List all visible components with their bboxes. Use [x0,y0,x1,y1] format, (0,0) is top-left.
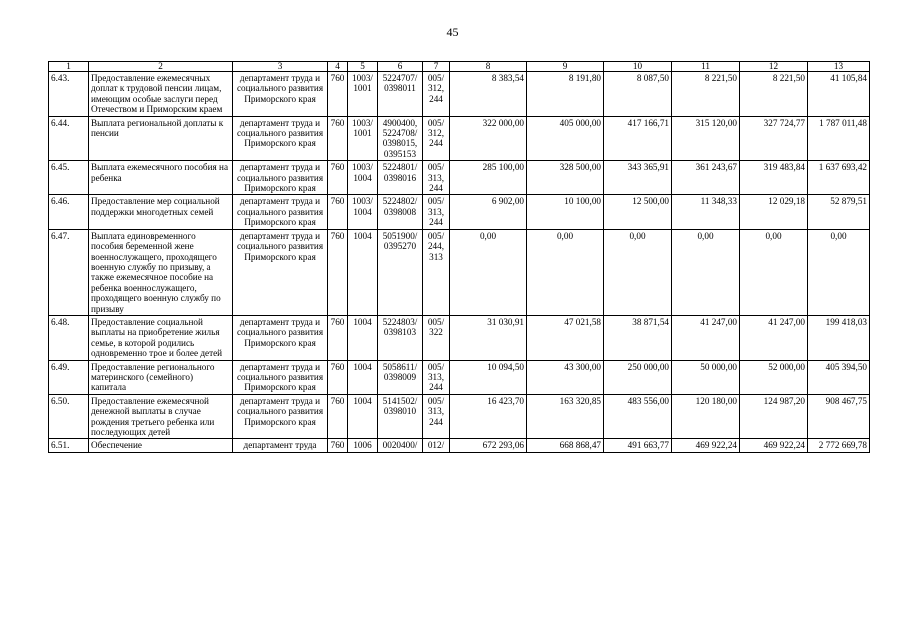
amount-cell: 41 247,00 [740,315,808,360]
budget-table [48,61,870,453]
column-number-cell: 10 [604,62,672,72]
expense-type-cell: 005/ 313, 244 [423,161,450,195]
amount-cell: 668 868,47 [527,439,604,452]
table-row [49,72,870,117]
section-code-cell: 1004 [348,315,378,360]
amount-cell: 469 922,24 [672,439,740,452]
column-number-cell: 8 [450,62,527,72]
measure-name-cell: Выплата региональной доплаты к пенсии [89,116,233,161]
section-code-cell: 1004 [348,360,378,394]
table-body [49,62,870,453]
expense-type-cell: 005/ 313, 244 [423,360,450,394]
target-article-cell: 5224803/ 0398103 [378,315,423,360]
amount-cell: 12 500,00 [604,195,672,229]
section-code-cell: 1004 [348,394,378,439]
department-cell: департамент труда [233,439,328,452]
amount-cell: 8 191,80 [527,72,604,117]
column-number-cell: 9 [527,62,604,72]
table-row [49,195,870,229]
section-code-cell: 1003/ 1001 [348,72,378,117]
total-amount-cell: 1 637 693,42 [808,161,870,195]
column-number-cell: 3 [233,62,328,72]
column-number-cell: 7 [423,62,450,72]
table-row [49,394,870,439]
amount-cell: 6 902,00 [450,195,527,229]
measure-name-cell: Обеспечение [89,439,233,452]
amount-cell: 8 383,54 [450,72,527,117]
department-cell: департамент труда и социального развития Приморского края [233,360,328,394]
measure-name-cell: Предоставление социальной выплаты на приобретение жилья семье, в которой родились одновременно трое и более детей [89,315,233,360]
amount-cell: 0,00 [604,229,672,315]
row-number-cell: 6.43. [49,72,89,117]
amount-cell: 315 120,00 [672,116,740,161]
total-amount-cell: 908 467,75 [808,394,870,439]
row-number-cell: 6.47. [49,229,89,315]
department-cell: департамент труда и социального развития Приморского края [233,195,328,229]
amount-cell: 0,00 [740,229,808,315]
department-cell: департамент труда и социального развития Приморского края [233,315,328,360]
target-article-cell: 5141502/ 0398010 [378,394,423,439]
section-code-cell: 1006 [348,439,378,452]
total-amount-cell: 52 879,51 [808,195,870,229]
row-number-cell: 6.49. [49,360,89,394]
expense-type-cell: 005/ 322 [423,315,450,360]
department-cell: департамент труда и социального развития Приморского края [233,229,328,315]
amount-cell: 417 166,71 [604,116,672,161]
section-code-cell: 1003/ 1004 [348,195,378,229]
amount-cell: 12 029,18 [740,195,808,229]
grbs-code-cell: 760 [328,161,348,195]
total-amount-cell: 0,00 [808,229,870,315]
section-code-cell: 1003/ 1004 [348,161,378,195]
expense-type-cell: 005/ 244, 313 [423,229,450,315]
amount-cell: 8 221,50 [672,72,740,117]
total-amount-cell: 405 394,50 [808,360,870,394]
row-number-cell: 6.46. [49,195,89,229]
amount-cell: 10 100,00 [527,195,604,229]
amount-cell: 328 500,00 [527,161,604,195]
amount-cell: 361 243,67 [672,161,740,195]
grbs-code-cell: 760 [328,116,348,161]
grbs-code-cell: 760 [328,72,348,117]
total-amount-cell: 2 772 669,78 [808,439,870,452]
department-cell: департамент труда и социального развития Приморского края [233,116,328,161]
target-article-cell: 5051900/ 0395270 [378,229,423,315]
expense-type-cell: 005/ 313, 244 [423,394,450,439]
amount-cell: 322 000,00 [450,116,527,161]
amount-cell: 38 871,54 [604,315,672,360]
amount-cell: 8 221,50 [740,72,808,117]
target-article-cell: 5058611/ 0398009 [378,360,423,394]
measure-name-cell: Выплата ежемесячного пособия на ребенка [89,161,233,195]
expense-type-cell: 012/ [423,439,450,452]
amount-cell: 469 922,24 [740,439,808,452]
amount-cell: 327 724,77 [740,116,808,161]
amount-cell: 50 000,00 [672,360,740,394]
table-row [49,161,870,195]
column-number-cell: 12 [740,62,808,72]
amount-cell: 11 348,33 [672,195,740,229]
amount-cell: 120 180,00 [672,394,740,439]
table-row [49,360,870,394]
amount-cell: 250 000,00 [604,360,672,394]
target-article-cell: 4900400, 5224708/ 0398015, 0395153 [378,116,423,161]
amount-cell: 47 021,58 [527,315,604,360]
column-number-cell: 2 [89,62,233,72]
section-code-cell: 1004 [348,229,378,315]
table-row [49,315,870,360]
amount-cell: 43 300,00 [527,360,604,394]
amount-cell: 405 000,00 [527,116,604,161]
expense-type-cell: 005/ 313, 244 [423,195,450,229]
row-number-cell: 6.50. [49,394,89,439]
measure-name-cell: Предоставление ежемесячных доплат к трудовой пенсии лицам, имеющим особые заслуги перед Отечеством и Приморским краем [89,72,233,117]
table-row [49,229,870,315]
row-number-cell: 6.48. [49,315,89,360]
measure-name-cell: Предоставление ежемесячной денежной выплаты в случае рождения третьего ребенка или последующих детей [89,394,233,439]
grbs-code-cell: 760 [328,439,348,452]
measure-name-cell: Предоставление регионального материнского (семейного) капитала [89,360,233,394]
amount-cell: 483 556,00 [604,394,672,439]
grbs-code-cell: 760 [328,360,348,394]
expense-type-cell: 005/ 312, 244 [423,116,450,161]
amount-cell: 8 087,50 [604,72,672,117]
column-number-cell: 11 [672,62,740,72]
amount-cell: 16 423,70 [450,394,527,439]
amount-cell: 163 320,85 [527,394,604,439]
amount-cell: 0,00 [672,229,740,315]
column-number-cell: 5 [348,62,378,72]
row-number-cell: 6.44. [49,116,89,161]
amount-cell: 31 030,91 [450,315,527,360]
amount-cell: 343 365,91 [604,161,672,195]
page-number: 45 [446,25,459,39]
table-row [49,116,870,161]
column-number-cell: 6 [378,62,423,72]
column-number-cell: 4 [328,62,348,72]
amount-cell: 10 094,50 [450,360,527,394]
amount-cell: 285 100,00 [450,161,527,195]
amount-cell: 124 987,20 [740,394,808,439]
grbs-code-cell: 760 [328,315,348,360]
total-amount-cell: 199 418,03 [808,315,870,360]
amount-cell: 319 483,84 [740,161,808,195]
grbs-code-cell: 760 [328,229,348,315]
department-cell: департамент труда и социального развития Приморского края [233,72,328,117]
amount-cell: 672 293,06 [450,439,527,452]
row-number-cell: 6.45. [49,161,89,195]
table-row [49,439,870,452]
row-number-cell: 6.51. [49,439,89,452]
column-number-row [49,62,870,72]
amount-cell: 0,00 [450,229,527,315]
amount-cell: 491 663,77 [604,439,672,452]
amount-cell: 52 000,00 [740,360,808,394]
section-code-cell: 1003/ 1001 [348,116,378,161]
expense-type-cell: 005/ 312, 244 [423,72,450,117]
target-article-cell: 5224707/ 0398011 [378,72,423,117]
column-number-cell: 1 [49,62,89,72]
amount-cell: 0,00 [527,229,604,315]
department-cell: департамент труда и социального развития Приморского края [233,161,328,195]
amount-cell: 41 247,00 [672,315,740,360]
total-amount-cell: 1 787 011,48 [808,116,870,161]
measure-name-cell: Выплата единовременного пособия беременной жене военнослужащего, проходящего военную службу по призыву, а также ежемесячное пособие на ребенка военнослужащего, проходящего военную службу по призыву [89,229,233,315]
target-article-cell: 5224802/ 0398008 [378,195,423,229]
target-article-cell: 0020400/ [378,439,423,452]
grbs-code-cell: 760 [328,394,348,439]
target-article-cell: 5224801/ 0398016 [378,161,423,195]
department-cell: департамент труда и социального развития Приморского края [233,394,328,439]
measure-name-cell: Предоставление мер социальной поддержки многодетных семей [89,195,233,229]
total-amount-cell: 41 105,84 [808,72,870,117]
column-number-cell: 13 [808,62,870,72]
grbs-code-cell: 760 [328,195,348,229]
